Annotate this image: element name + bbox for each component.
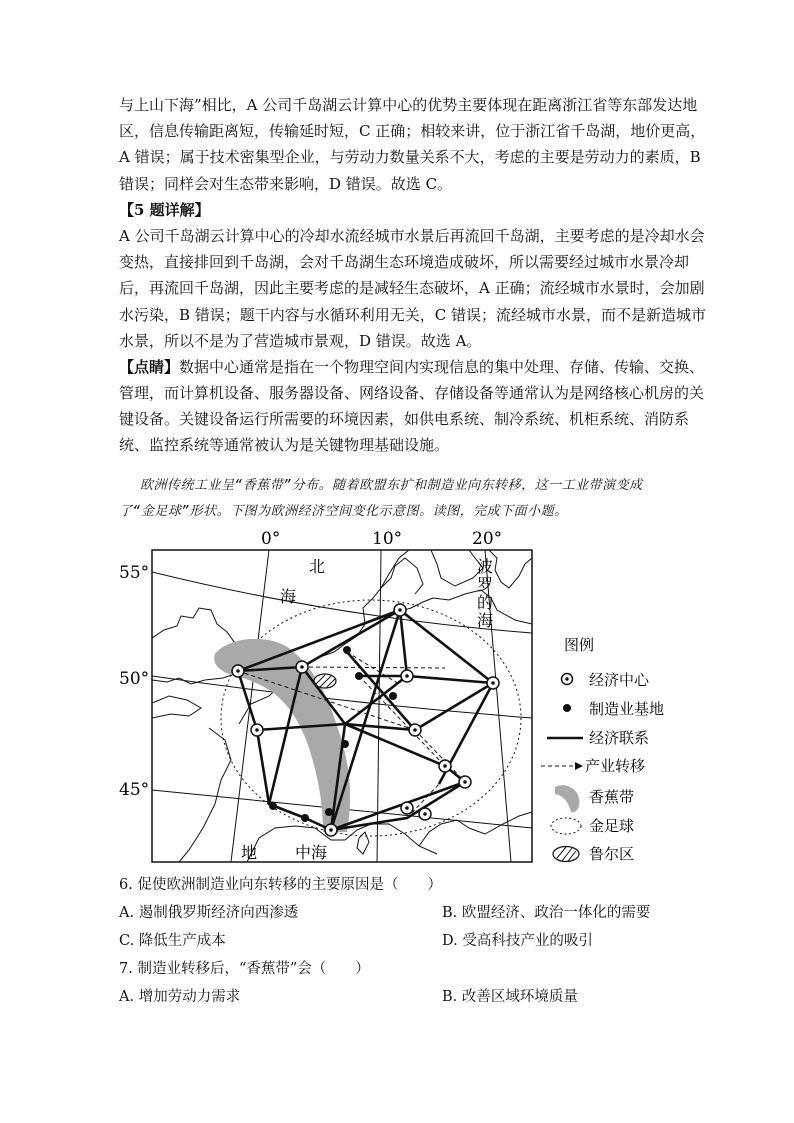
legend-transfer: 产业转移	[585, 757, 646, 775]
europe-economic-space-map	[119, 528, 679, 868]
analysis-line: A 错误；属于技术密集型企业，与劳动力数量关系不大，考虑的主要是劳动力的素质，B	[119, 148, 701, 167]
legend-golden-icon	[551, 818, 581, 834]
tip-first-line	[119, 354, 705, 380]
q6-option-b: B. 欧盟经济、政治一体化的需要	[442, 905, 651, 921]
q6-option-c: C. 降低生产成本	[119, 933, 226, 949]
north-sea-label: 海	[280, 587, 297, 606]
analysis-line: 水景，所以不是为了营造城市景观，D 错误。故选 A。	[119, 331, 482, 350]
baltic-sea-label: 的	[477, 593, 494, 612]
analysis-line: 后，再流回千岛湖，因此主要考虑的是减轻生态破坏，A 正确；流经城市水景时，会加剧	[119, 279, 705, 298]
legend-golden: 金足球	[589, 817, 635, 835]
legend-mfg-base: 制造业基地	[589, 700, 665, 718]
analysis-line: 键设备。关键设备运行所需要的环境因素，如供电系统、制冷系统、机柜系统、消防系	[119, 410, 690, 429]
baltic-sea-label: 海	[477, 611, 494, 630]
intro-line: 欧洲传统工业呈“香蕉带”分布。随着欧盟东扩和制造业向东转移，这一工业带演变成	[140, 478, 643, 493]
analysis-line: 水污染，B 错误；题干内容与水循环利用无关，C 错误；流经城市水景，而不是新造城市	[119, 305, 707, 324]
question-intro	[119, 473, 720, 525]
legend-banana: 香蕉带	[589, 788, 635, 806]
intro-line: 了“金足球”形状。下图为欧洲经济空间变化示意图。读图，完成下面小题。	[119, 504, 568, 519]
legend-title: 图例	[564, 636, 595, 654]
q7-option-a: A. 增加劳动力需求	[119, 989, 241, 1005]
q6-option-a: A. 遏制俄罗斯经济向西渗透	[119, 905, 299, 921]
north-sea-label: 北	[309, 557, 326, 576]
analysis-top	[119, 92, 707, 459]
lon-label: 0°	[261, 529, 281, 549]
baltic-sea-label: 波	[477, 557, 494, 576]
mediterranean-label: 地	[241, 843, 258, 862]
q7-option-b: B. 改善区域环境质量	[442, 989, 578, 1005]
analysis-line: A 公司千岛湖云计算中心的冷却水流经城市水景后再流回千岛湖，主要考虑的是冷却水会	[119, 226, 705, 245]
lat-label: 55°	[119, 563, 150, 583]
lon-label: 20°	[472, 529, 503, 549]
legend-econ-link: 经济联系	[589, 729, 650, 747]
tip-text: 数据中心通常是指在一个物理空间内实现信息的集中处理、存储、传输、交换、	[179, 357, 705, 376]
legend-mfg-base-icon	[563, 704, 571, 712]
baltic-sea-label: 罗	[477, 575, 494, 594]
q6-option-d: D. 受高科技产业的吸引	[442, 933, 593, 949]
legend-ruhr-icon	[553, 847, 579, 862]
question-6-stem: 6. 促使欧洲制造业向东转移的主要原因是（ ）	[119, 877, 442, 893]
analysis-line: 管理，而计算机设备、服务器设备、网络设备、存储设备等通常认为是网络核心机房的关	[119, 384, 705, 403]
analysis-line: 区，信息传输距离短，传输延时短，C 正确；相较来讲，位于浙江省千岛湖，地价更高，	[119, 122, 706, 141]
analysis-line: 与上山下海”相比，A 公司千岛湖云计算中心的优势主要体现在距离浙江省等东部发达地	[119, 96, 698, 114]
analysis-line: 错误；同样会对生态带来影响，D 错误。故选 C。	[119, 174, 453, 193]
mediterranean-label: 中海	[295, 843, 328, 862]
lon-label: 10°	[372, 529, 403, 549]
legend-banana-icon	[555, 785, 579, 812]
tip-heading: 【点睛】	[119, 357, 180, 376]
lat-label: 45°	[119, 780, 150, 800]
map-legend	[541, 636, 664, 863]
q5-heading: 【5 题详解】	[119, 200, 210, 219]
analysis-line: 变热，直接排回到千岛湖，会对千岛湖生态环境造成破坏，所以需要经过城市水景冷却	[119, 253, 690, 272]
question-7-stem: 7. 制造业转移后，“香蕉带”会（ ）	[119, 961, 370, 977]
legend-econ-center: 经济中心	[589, 671, 650, 689]
analysis-line: 统、监控系统等通常被认为是关键物理基础设施。	[119, 436, 450, 455]
legend-ruhr: 鲁尔区	[589, 845, 635, 863]
lat-label: 50°	[119, 669, 150, 689]
